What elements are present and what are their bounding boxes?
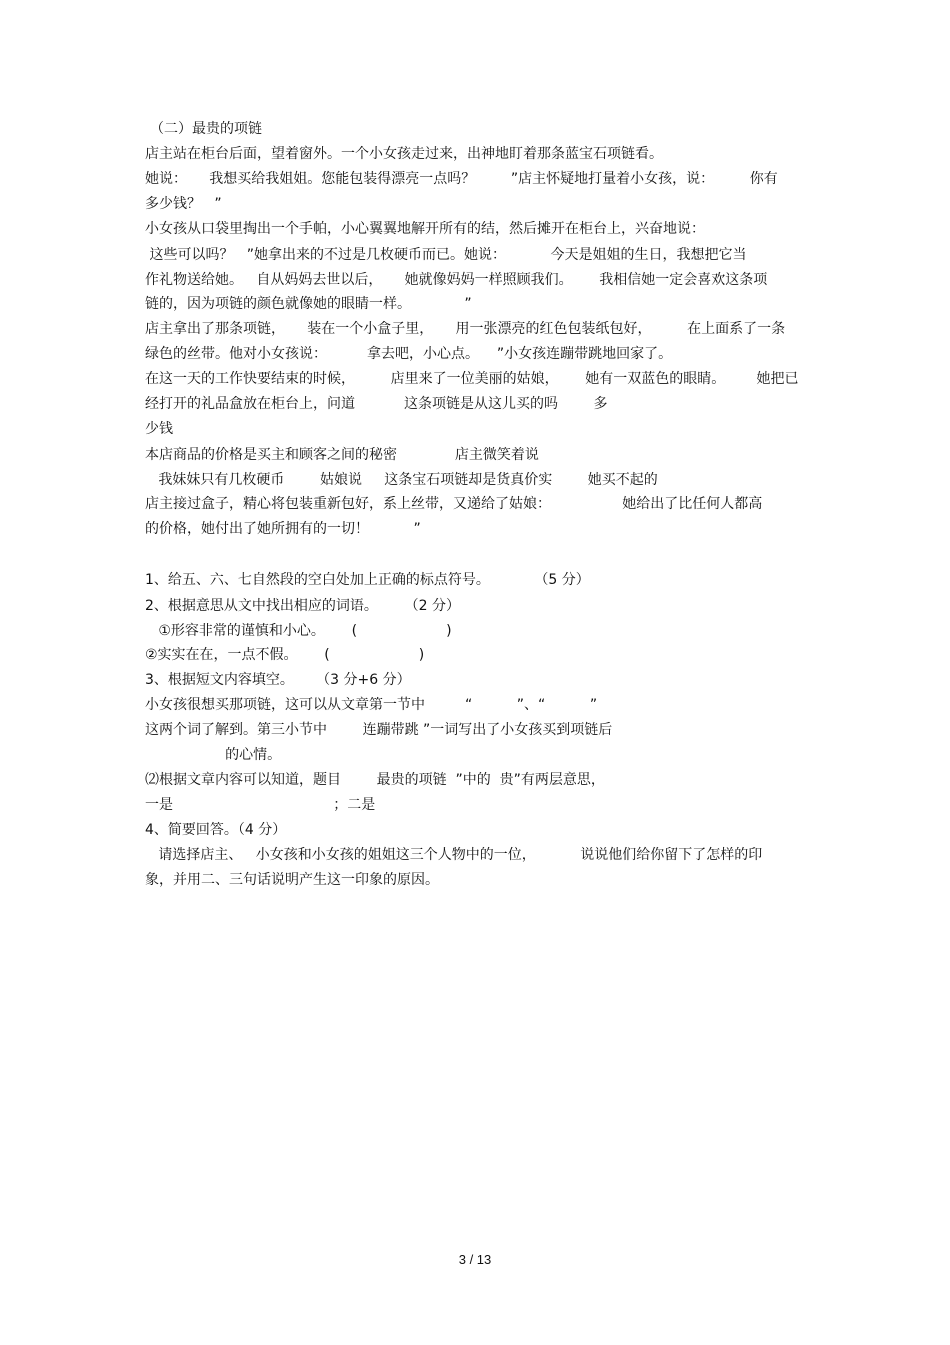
passage-line: 店主站在柜台后面，望着窗外。一个小女孩走过来，出神地盯着那条蓝宝石项链看。 — [145, 146, 663, 162]
passage-line: 少钱 — [145, 421, 173, 437]
question-3-line: 小女孩很想买那项链，这可以从文章第一节中 “ ”、“ ” — [145, 697, 598, 713]
passage-line: 的价格，她付出了她所拥有的一切！ ” — [145, 521, 421, 537]
passage-title: （二）最贵的项链 — [150, 121, 262, 137]
question-4-line: 象，并用二、三句话说明产生这一印象的原因。 — [145, 872, 439, 888]
passage-line: 小女孩从口袋里掏出一个手帕，小心翼翼地解开所有的结，然后摊开在柜台上，兴奋地说： — [145, 221, 705, 237]
question-3-line: 的心情。 — [145, 747, 282, 763]
question-3-line: 一是 ；二是 — [145, 797, 376, 813]
question-3-line: 这两个词了解到。第三小节中 连蹦带跳 ”一词写出了小女孩买到项链后 — [145, 722, 613, 738]
passage-line: 本店商品的价格是买主和顾客之间的秘密 店主微笑着说 — [145, 447, 539, 463]
passage-line: 链的，因为项链的颜色就像她的眼睛一样。 ” — [145, 296, 472, 312]
question-3: 3、根据短文内容填空。 （3 分+6 分） — [145, 672, 411, 688]
passage-line: 经打开的礼品盒放在柜台上，问道 这条项链是从这儿买的吗 多 — [145, 396, 608, 412]
question-1: 1、给五、六、七自然段的空白处加上正确的标点符号。 （5 分） — [145, 572, 590, 588]
question-3-line: ⑵根据文章内容可以知道，题目 最贵的项链 ”中的 贵”有两层意思， — [145, 772, 605, 788]
passage-line: 作礼物送给她。 自从妈妈去世以后， 她就像妈妈一样照顾我们。 我相信她一定会喜欢这条项 — [145, 272, 768, 288]
question-2: 2、根据意思从文中找出相应的词语。 （2 分） — [145, 598, 460, 614]
passage-line: 多少钱？ ” — [145, 196, 222, 212]
question-2-item-2: ②实实在在，一点不假。 ( ) — [145, 647, 425, 663]
passage-line: 这些可以吗？ ”她拿出来的不过是几枚硬币而已。她说： 今天是姐姐的生日，我想把它当 — [145, 247, 747, 263]
passage-line: 店主接过盒子，精心将包装重新包好，系上丝带，又递给了姑娘： 她给出了比任何人都高 — [145, 496, 763, 512]
passage-line: 在这一天的工作快要结束的时候， 店里来了一位美丽的姑娘， 她有一双蓝色的眼睛。 她把已 — [145, 371, 799, 387]
question-4-line: 请选择店主、 小女孩和小女孩的姐姐这三个人物中的一位， 说说他们给你留下了怎样的印 — [145, 847, 763, 863]
passage-line: 她说： 我想买给我姐姐。您能包装得漂亮一点吗？ ”店主怀疑地打量着小女孩，说： 你有 — [145, 171, 778, 187]
passage-line: 我妹妹只有几枚硬币 姑娘说 这条宝石项链却是货真价实 她买不起的 — [145, 472, 658, 488]
page-number: 3 / 13 — [458, 1252, 492, 1267]
question-4: 4、简要回答。（4 分） — [145, 822, 287, 838]
passage-line: 店主拿出了那条项链， 装在一个小盒子里， 用一张漂亮的红色包装纸包好， 在上面系了一条 — [145, 321, 786, 337]
question-2-item-1: ①形容非常的谨慎和小心。 ( ) — [145, 623, 452, 639]
passage-line: 绿色的丝带。他对小女孩说： 拿去吧，小心点。 ”小女孩连蹦带跳地回家了。 — [145, 346, 673, 362]
